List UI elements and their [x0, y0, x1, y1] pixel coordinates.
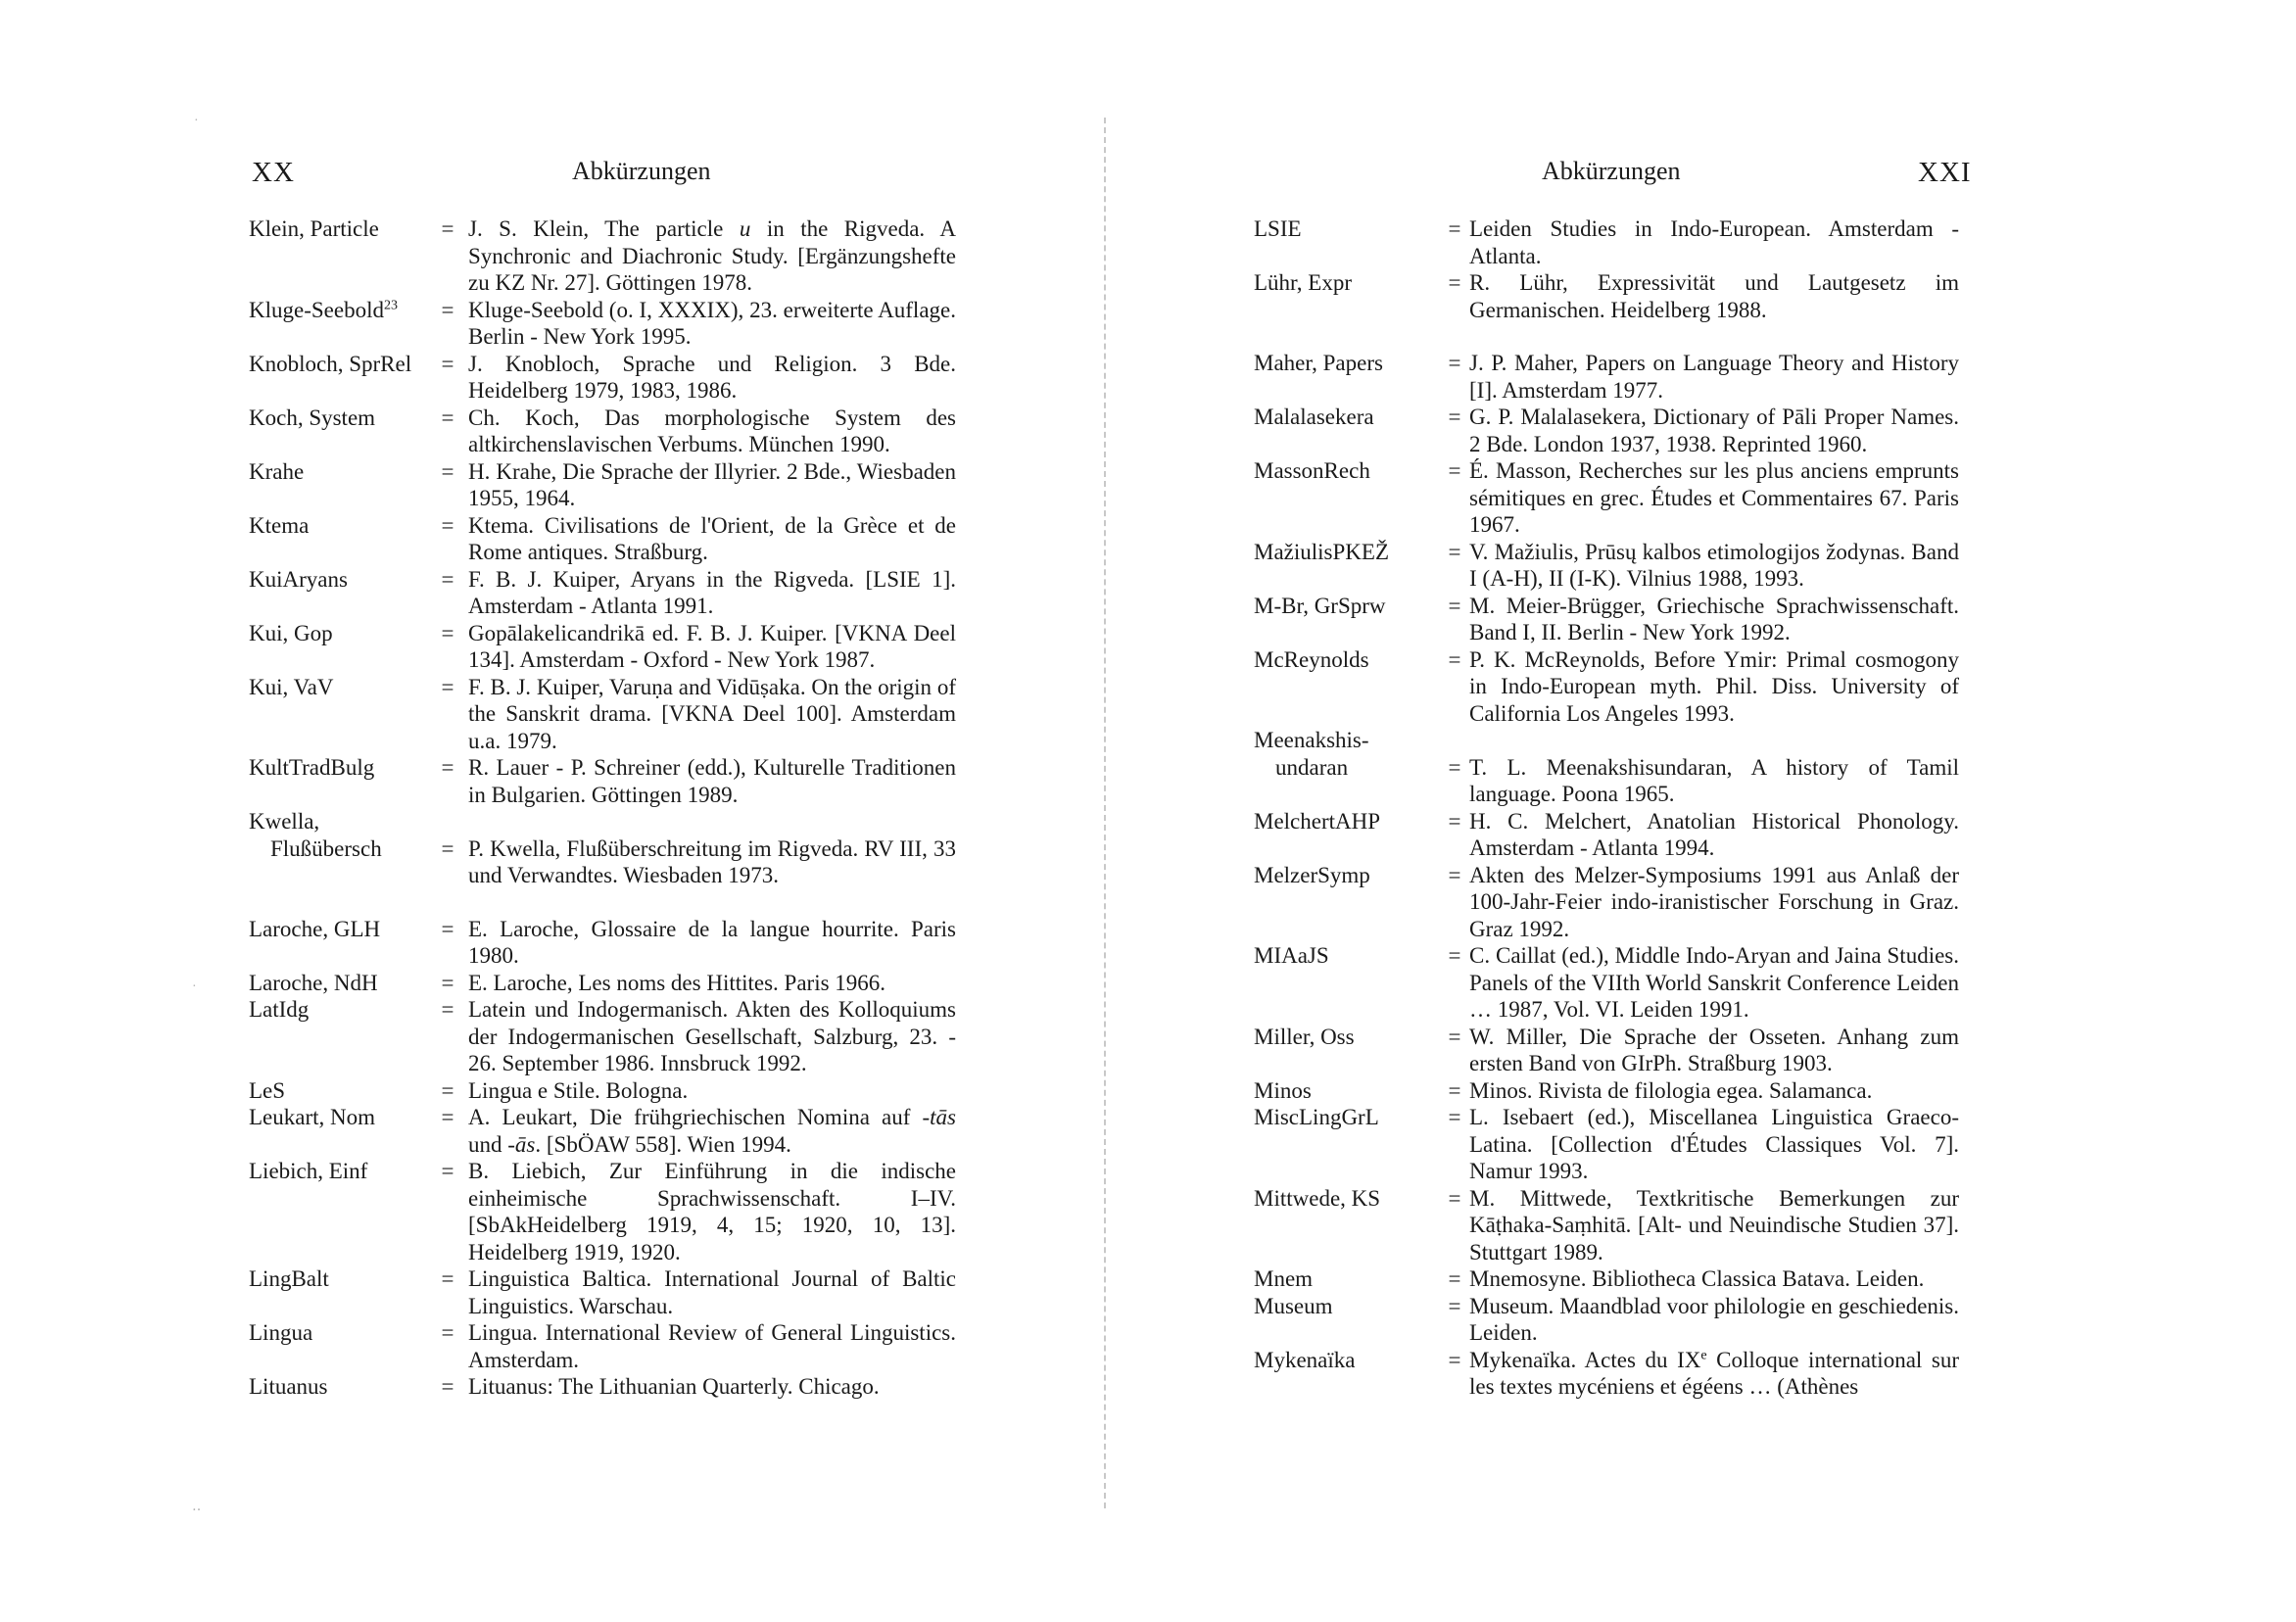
entry-def: Akten des Melzer-Symposiums 1991 aus Anlaß der 100-Jahr-Feier indo-iranistischer Forschung in Graz. Graz 1992. [1469, 862, 1959, 941]
entry [1254, 404, 1959, 457]
equals-sign: = [441, 1105, 454, 1129]
entry [249, 1319, 956, 1373]
scan-mark: ‥ [192, 1500, 202, 1514]
entry [249, 970, 956, 997]
equals-sign: = [441, 297, 454, 322]
entry [1254, 215, 1959, 269]
equals-sign: = [441, 674, 454, 699]
page-number: XXI [1918, 157, 1972, 188]
equals-sign: = [441, 458, 454, 484]
entry-def: V. Mažiulis, Prūsų kalbos etimologijos žodynas. Band I (A-H), II (I-K). Vilnius 1988, 1993. [1469, 539, 1959, 591]
equals-sign: = [1448, 754, 1461, 780]
entry-def: A. Leukart, Die frühgriechischen Nomina auf -tās und -ās. [SbÖAW 558]. Wien 1994. [468, 1105, 956, 1157]
entry-abbr: MIAaJS [1254, 943, 1329, 968]
entry [249, 674, 956, 755]
equals-sign: = [1448, 1266, 1461, 1291]
superscript: 23 [383, 297, 398, 312]
equals-sign: = [441, 755, 454, 780]
entry [249, 405, 956, 458]
entry-def: Linguistica Baltica. International Journal of Baltic Linguistics. Warschau. [468, 1266, 956, 1318]
left-page [0, 0, 1107, 1622]
entry-def: Mnemosyne. Bibliotheca Classica Batava. Leiden. [1469, 1266, 1925, 1291]
entry-def: É. Masson, Recherches sur les plus anciens emprunts sémitiques en grec. Études et Commentaires 67. Paris 1967. [1469, 458, 1959, 537]
equals-sign: = [1448, 593, 1461, 618]
equals-sign: = [1448, 1024, 1461, 1049]
entry-abbr: MažiulisPKEŽ [1254, 539, 1389, 564]
entry-def: R. Lühr, Expressivität und Lautgesetz im Germanischen. Heidelberg 1988. [1469, 270, 1959, 322]
entry-abbr: KultTradBulg [249, 755, 375, 780]
entry-abbr: Mykenaïka [1254, 1347, 1356, 1372]
entry [1254, 457, 1959, 539]
entry-abbr: Koch, System [249, 405, 376, 430]
equals-sign: = [441, 970, 454, 995]
equals-sign: = [1448, 458, 1461, 483]
entry [1254, 646, 1959, 728]
entry [1254, 593, 1959, 646]
entry [249, 754, 956, 808]
entry [249, 1077, 956, 1105]
entry [249, 297, 956, 351]
entry-abbr: Kui, VaV [249, 674, 334, 699]
entry-def: Latein und Indogermanisch. Akten des Kolloquiums der Indogermanischen Gesellschaft, Salzburg, 23. - 26. September 1986. Innsbruck 1992. [468, 997, 956, 1075]
entry [1254, 942, 1959, 1024]
equals-sign: = [1448, 808, 1461, 834]
entry-abbr: Miller, Oss [1254, 1024, 1355, 1049]
equals-sign: = [441, 351, 454, 376]
scan-mark: · [192, 979, 197, 994]
entry [249, 566, 956, 620]
entry-abbr: LingBalt [249, 1266, 329, 1291]
entry-abbr: M-Br, GrSprw [1254, 593, 1386, 618]
entry-def: Gopālakelicandrikā ed. F. B. J. Kuiper. [VKNA Deel 134]. Amsterdam - Oxford - New York 1987. [468, 620, 956, 672]
entry [1254, 1265, 1959, 1293]
entry-abbr: Laroche, NdH [249, 970, 378, 995]
entry-abbr: Lühr, Expr [1254, 270, 1352, 295]
right-page [1107, 0, 2296, 1622]
entry-abbr: LeS [249, 1077, 286, 1103]
entry [249, 808, 956, 889]
italic-u: u [739, 216, 751, 241]
entry-def: Lingua e Stile. Bologna. [468, 1077, 689, 1103]
equals-sign: = [1448, 862, 1461, 887]
entry [1254, 727, 1959, 808]
entry-abbr: Maher, Papers [1254, 351, 1383, 375]
running-head: Abkürzungen [572, 157, 711, 185]
entry [1254, 862, 1959, 943]
entry-def: M. Meier-Brügger, Griechische Sprachwissenschaft. Band I, II. Berlin - New York 1992. [1469, 593, 1959, 644]
entry-def: E. Laroche, Glossaire de la langue hourrite. Paris 1980. [468, 916, 956, 968]
equals-sign: = [441, 216, 454, 241]
entry [1254, 539, 1959, 593]
equals-sign: = [441, 1374, 454, 1399]
entry-def: Minos. Rivista de filologia egea. Salamanca. [1469, 1077, 1873, 1103]
entry-abbr: Leukart, Nom [249, 1105, 376, 1129]
entry [1254, 350, 1959, 404]
equals-sign: = [1448, 351, 1461, 375]
entry-abbr: Museum [1254, 1293, 1333, 1318]
entry-abbr: Mittwede, KS [1254, 1185, 1381, 1211]
entry-abbr: Krahe [249, 458, 305, 484]
entry-abbr: Knobloch, SprRel [249, 351, 412, 376]
entry-def: T. L. Meenakshisundaran, A history of Tamil language. Poona 1965. [1469, 754, 1959, 806]
entry-def: Museum. Maandblad voor philologie en geschiedenis. Leiden. [1469, 1293, 1959, 1345]
entry-def: Mykenaïka. Actes du IXe Colloque international sur les textes mycéniens et égéens … (Athènes [1469, 1347, 1959, 1399]
entry-def: Ch. Koch, Das morphologische System des altkirchenslavischen Verbums. München 1990. [468, 405, 956, 456]
entry [1254, 808, 1959, 862]
entry-abbr: Liebich, Einf [249, 1159, 368, 1183]
equals-sign: = [1448, 1105, 1461, 1129]
abbreviation-list [1254, 215, 1959, 1401]
entry-def: C. Caillat (ed.), Middle Indo-Aryan and Jaina Studies. Panels of the VIIth World Sanskrit Conference Leiden … 1987, Vol. VI. Leiden 1991. [1469, 943, 1959, 1022]
entry [249, 215, 956, 297]
equals-sign: = [441, 1077, 454, 1103]
entry-def: P. Kwella, Flußüberschreitung im Rigveda. RV III, 33 und Verwandtes. Wiesbaden 1973. [468, 835, 956, 887]
equals-sign: = [441, 512, 454, 538]
entry-abbr: LSIE [1254, 216, 1302, 241]
equals-sign: = [1448, 943, 1461, 968]
equals-sign: = [441, 835, 454, 861]
equals-sign: = [1448, 405, 1461, 429]
equals-sign: = [1448, 539, 1461, 564]
entry [1254, 269, 1959, 323]
entry-abbr: Klein, Particle [249, 216, 379, 241]
entry [1254, 1293, 1959, 1347]
entry-def: R. Lauer - P. Schreiner (edd.), Kulturelle Traditionen in Bulgarien. Göttingen 1989. [468, 755, 956, 807]
page-number: XX [252, 157, 295, 188]
entry-abbr: MelzerSymp [1254, 862, 1370, 887]
entry-def: W. Miller, Die Sprache der Osseten. Anhang zum ersten Band von GIrPh. Straßburg 1903. [1469, 1024, 1959, 1075]
equals-sign: = [441, 1266, 454, 1291]
entry-abbr: Kui, Gop [249, 620, 333, 645]
entry-abbr: Laroche, GLH [249, 916, 381, 941]
equals-sign: = [441, 620, 454, 645]
entry-def: F. B. J. Kuiper, Aryans in the Rigveda. [LSIE 1]. Amsterdam - Atlanta 1991. [468, 566, 956, 618]
entry [249, 1373, 956, 1401]
entry-def: B. Liebich, Zur Einführung in die indische einheimische Sprachwissenschaft. I–IV. [SbAkHeidelberg 1919, 4, 15; 1920, 10, 13]. Heidelberg 1919, 1920. [468, 1159, 956, 1264]
equals-sign: = [1448, 1293, 1461, 1318]
entry-def: F. B. J. Kuiper, Varuṇa and Vidūṣaka. On the origin of the Sanskrit drama. [VKNA Deel 100]. Amsterdam u.a. 1979. [468, 674, 956, 753]
equals-sign: = [441, 405, 454, 430]
entry-def: Lituanus: The Lithuanian Quarterly. Chicago. [468, 1374, 880, 1399]
entry-abbr: Meenakshis- undaran [1254, 728, 1369, 780]
scan-mark: · [194, 114, 199, 128]
entry-abbr: Lingua [249, 1320, 313, 1345]
equals-sign: = [441, 1320, 454, 1345]
entry-def: J. Knobloch, Sprache und Religion. 3 Bde. Heidelberg 1979, 1983, 1986. [468, 351, 956, 403]
entry-abbr: LatIdg [249, 997, 310, 1022]
entry [249, 512, 956, 566]
entry [249, 620, 956, 674]
equals-sign: = [1448, 270, 1461, 295]
entry-abbr: MassonRech [1254, 458, 1370, 483]
entry-def: Leiden Studies in Indo-European. Amsterdam - Atlanta. [1469, 216, 1959, 268]
entry-abbr: Lituanus [249, 1374, 328, 1399]
equals-sign: = [1448, 1185, 1461, 1211]
entry-def: L. Isebaert (ed.), Miscellanea Linguistica Graeco-Latina. [Collection d'Études Classiques Vol. 7]. Namur 1993. [1469, 1105, 1959, 1183]
entry-abbr: Mnem [1254, 1266, 1314, 1291]
entry [249, 1265, 956, 1319]
entry [1254, 1185, 1959, 1266]
entry-def: J. P. Maher, Papers on Language Theory and History [I]. Amsterdam 1977. [1469, 351, 1959, 403]
entry-abbr: Kluge-Seebold$^{23}$ [249, 297, 398, 322]
entry-def: Kluge-Seebold (o. I, XXXIX), 23. erweiterte Auflage. Berlin - New York 1995. [468, 297, 956, 349]
entry-def: H. C. Melchert, Anatolian Historical Phonology. Amsterdam - Atlanta 1994. [1469, 808, 1959, 860]
entry-abbr: Ktema [249, 512, 310, 538]
abbreviation-list [249, 215, 956, 1401]
entry-abbr: MiscLingGrL [1254, 1105, 1379, 1129]
entry [1254, 1104, 1959, 1185]
entry [1254, 1024, 1959, 1077]
entry [249, 1158, 956, 1265]
equals-sign: = [1448, 1347, 1461, 1372]
entry-abbr: MelchertAHP [1254, 808, 1381, 834]
entry-def: Lingua. International Review of General Linguistics. Amsterdam. [468, 1320, 956, 1372]
entry-def: Ktema. Civilisations de l'Orient, de la Grèce et de Rome antiques. Straßburg. [468, 512, 956, 564]
entry [249, 996, 956, 1077]
entry-def: E. Laroche, Les noms des Hittites. Paris 1966. [468, 970, 886, 995]
entry-abbr: McReynolds [1254, 646, 1369, 672]
entry [1254, 1077, 1959, 1105]
entry-abbr: Kwella, Flußübersch [249, 809, 382, 861]
entry-def: P. K. McReynolds, Before Ymir: Primal cosmogony in Indo-European myth. Phil. Diss. University of California Los Angeles 1993. [1469, 646, 1959, 726]
entry [249, 916, 956, 970]
entry-def: G. P. Malalasekera, Dictionary of Pāli Proper Names. 2 Bde. London 1937, 1938. Reprinted 1960. [1469, 405, 1959, 456]
equals-sign: = [441, 916, 454, 941]
equals-sign: = [1448, 1077, 1461, 1103]
equals-sign: = [441, 1159, 454, 1183]
running-head: Abkürzungen [1542, 157, 1681, 185]
entry [249, 1104, 956, 1158]
entry-def: J. S. Klein, The particle u in the Rigveda. A Synchronic and Diachronic Study. [Ergänzungshefte zu KZ Nr. 27]. Göttingen 1978. [468, 216, 957, 295]
entry-abbr: KuiAryans [249, 566, 348, 592]
equals-sign: = [441, 997, 454, 1022]
entry [249, 458, 956, 512]
equals-sign: = [1448, 646, 1461, 672]
entry [1254, 1347, 1959, 1401]
entry [249, 351, 956, 405]
entry-abbr: Minos [1254, 1077, 1312, 1103]
entry-abbr: Malalasekera [1254, 405, 1374, 429]
entry-def: H. Krahe, Die Sprache der Illyrier. 2 Bde., Wiesbaden 1955, 1964. [468, 458, 956, 510]
entry-def: M. Mittwede, Textkritische Bemerkungen zur Kāṭhaka-Saṃhitā. [Alt- und Neuindische Studien 37]. Stuttgart 1989. [1469, 1185, 1959, 1264]
equals-sign: = [1448, 216, 1461, 241]
equals-sign: = [441, 566, 454, 592]
